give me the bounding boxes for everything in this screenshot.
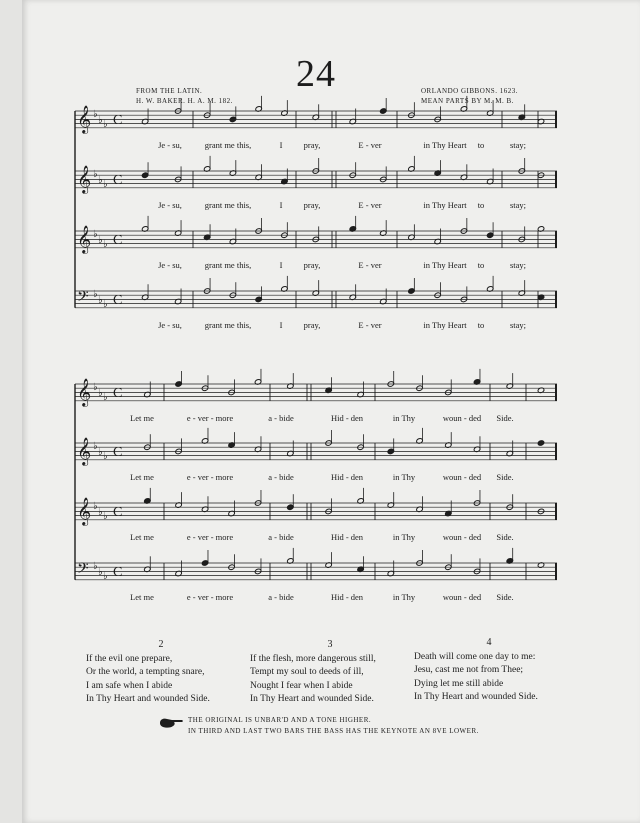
flat-sign: ♭ xyxy=(103,119,108,130)
lyric-syllable: Let me xyxy=(130,412,154,423)
time-signature: C xyxy=(113,505,123,520)
lyric-syllable: a - bide xyxy=(268,471,294,482)
lyric-syllable: Let me xyxy=(130,591,154,602)
verse-line: In Thy Heart and wounded Side. xyxy=(250,693,374,704)
composer-line-2: MEAN PARTS BY M. M. B. xyxy=(421,97,514,105)
lyric-syllable: stay; xyxy=(509,319,527,330)
treble-clef-icon: 𝄞 xyxy=(77,497,92,525)
flat-sign: ♭ xyxy=(93,289,98,300)
lyric-syllable: to xyxy=(477,199,485,210)
verse-number: 2 xyxy=(158,639,164,650)
lyric-syllable: Je - su, xyxy=(158,319,182,330)
flat-sign: ♭ xyxy=(103,511,108,522)
staff xyxy=(75,216,557,270)
flat-sign: ♭ xyxy=(103,571,108,582)
flat-sign: ♭ xyxy=(103,239,108,250)
verse-line: Tempt my soul to deeds of ill, xyxy=(250,667,364,678)
staff xyxy=(75,369,557,423)
lyric-syllable: to xyxy=(477,139,485,150)
lyric-syllable: Side. xyxy=(496,591,514,602)
footnote-line-2: IN THIRD AND LAST TWO BARS THE BASS HAS THE KEYNOTE AN 8VE LOWER. xyxy=(188,727,479,735)
lyric-syllable: E - ver xyxy=(358,139,382,150)
lyric-syllable: grant me this, xyxy=(204,199,252,210)
lyric-syllable: I xyxy=(279,139,283,150)
flat-sign: ♭ xyxy=(98,507,103,518)
lyric-syllable: stay; xyxy=(509,139,527,150)
flat-sign: ♭ xyxy=(103,299,108,310)
verse-4 xyxy=(414,636,564,704)
lyric-syllable: Je - su, xyxy=(158,139,182,150)
flat-sign: ♭ xyxy=(93,441,98,452)
lyric-syllable: to xyxy=(477,319,485,330)
lyric-syllable: e - ver - more xyxy=(186,412,234,423)
lyric-syllable: woun - ded xyxy=(442,531,482,542)
lyric-syllable: grant me this, xyxy=(204,139,252,150)
lyric-syllable: Hid - den xyxy=(330,412,364,423)
lyric-syllable: in Thy Heart xyxy=(423,319,467,330)
lyric-syllable: a - bide xyxy=(268,531,294,542)
pointing-hand-icon xyxy=(158,716,184,730)
lyric-syllable: woun - ded xyxy=(442,591,482,602)
lyric-syllable: a - bide xyxy=(268,412,294,423)
lyric-syllable: stay; xyxy=(509,259,527,270)
lyric-syllable: I xyxy=(279,199,283,210)
lyric-syllable: I xyxy=(279,319,283,330)
staff xyxy=(75,548,557,602)
time-signature: C xyxy=(113,293,123,308)
flat-sign: ♭ xyxy=(93,501,98,512)
lyric-syllable: grant me this, xyxy=(204,319,252,330)
flat-sign: ♭ xyxy=(93,561,98,572)
lyric-line xyxy=(158,200,526,210)
verse-line: If the flesh, more dangerous still, xyxy=(250,654,376,665)
time-signature: C xyxy=(113,386,123,401)
lyric-syllable: in Thy xyxy=(392,591,416,602)
time-signature: C xyxy=(113,445,123,460)
lyric-syllable: Je - su, xyxy=(158,199,182,210)
hymn-number: 24 xyxy=(296,53,336,95)
verse-number: 4 xyxy=(486,637,492,648)
text-source-line-2: H. W. BAKER. H. A. M. 182. xyxy=(136,97,233,105)
flat-sign: ♭ xyxy=(93,229,98,240)
staff xyxy=(75,276,557,330)
lyric-syllable: grant me this, xyxy=(204,259,252,270)
bass-clef-icon: 𝄢 xyxy=(77,560,89,581)
lyric-syllable: E - ver xyxy=(358,259,382,270)
verse-line: I am safe when I abide xyxy=(86,680,173,691)
lyric-syllable: pray, xyxy=(303,199,321,210)
lyric-line xyxy=(158,260,526,270)
lyric-syllable: pray, xyxy=(303,139,321,150)
note-head xyxy=(537,440,544,446)
flat-sign: ♭ xyxy=(98,388,103,399)
lyric-syllable: pray, xyxy=(303,319,321,330)
lyric-syllable: in Thy Heart xyxy=(423,139,467,150)
verse-line: Nought I fear when I abide xyxy=(250,680,353,691)
lyric-syllable: woun - ded xyxy=(442,471,482,482)
verse-3 xyxy=(250,638,410,706)
verse-line: In Thy Heart and wounded Side. xyxy=(86,693,210,704)
verse-2 xyxy=(86,638,236,706)
time-signature: C xyxy=(113,173,123,188)
flat-sign: ♭ xyxy=(103,451,108,462)
lyric-syllable: e - ver - more xyxy=(186,531,234,542)
lyric-syllable: Let me xyxy=(130,471,154,482)
bass-clef-icon: 𝄢 xyxy=(77,288,89,309)
lyric-syllable: a - bide xyxy=(268,591,294,602)
time-signature: C xyxy=(113,565,123,580)
lyric-syllable: Je - su, xyxy=(158,259,182,270)
flat-sign: ♭ xyxy=(103,392,108,403)
lyric-line xyxy=(130,413,514,423)
lyric-syllable: E - ver xyxy=(358,319,382,330)
lyric-syllable: I xyxy=(279,259,283,270)
lyric-syllable: Side. xyxy=(496,471,514,482)
staff xyxy=(75,96,557,150)
flat-sign: ♭ xyxy=(98,567,103,578)
flat-sign: ♭ xyxy=(103,179,108,190)
footnote-line-1: THE ORIGINAL IS UNBAR'D AND A TONE HIGHER. xyxy=(188,716,372,724)
staff xyxy=(75,156,557,210)
lyric-syllable: Side. xyxy=(496,412,514,423)
lyric-syllable: E - ver xyxy=(358,199,382,210)
treble-clef-icon: 𝄞 xyxy=(77,437,92,465)
flat-sign: ♭ xyxy=(93,382,98,393)
lyric-syllable: woun - ded xyxy=(442,412,482,423)
composer-line-1: ORLANDO GIBBONS. 1623. xyxy=(421,87,518,95)
music-system-2 xyxy=(75,369,557,602)
verse-number: 3 xyxy=(327,639,333,650)
lyric-syllable: Hid - den xyxy=(330,471,364,482)
flat-sign: ♭ xyxy=(98,235,103,246)
lyric-line xyxy=(158,140,526,150)
flat-sign: ♭ xyxy=(93,169,98,180)
text-source-line-1: FROM THE LATIN. xyxy=(136,87,203,95)
flat-sign: ♭ xyxy=(98,115,103,126)
verse-line: Or the world, a tempting snare, xyxy=(86,667,205,678)
lyric-syllable: Hid - den xyxy=(330,591,364,602)
lyric-line xyxy=(158,320,526,330)
verse-line: Jesu, cast me not from Thee; xyxy=(414,665,524,676)
time-signature: C xyxy=(113,113,123,128)
flat-sign: ♭ xyxy=(98,295,103,306)
music-system-1 xyxy=(75,96,557,330)
lyric-syllable: in Thy Heart xyxy=(423,199,467,210)
flat-sign: ♭ xyxy=(98,447,103,458)
lyric-line xyxy=(130,472,514,482)
lyric-syllable: to xyxy=(477,259,485,270)
lyric-syllable: Side. xyxy=(496,531,514,542)
lyric-syllable: stay; xyxy=(509,199,527,210)
flat-sign: ♭ xyxy=(98,175,103,186)
treble-clef-icon: 𝄞 xyxy=(77,378,92,406)
lyric-line xyxy=(130,532,514,542)
verse-line: Death will come one day to me: xyxy=(414,652,536,663)
verse-line: In Thy Heart and wounded Side. xyxy=(414,691,538,702)
lyric-syllable: Let me xyxy=(130,531,154,542)
treble-clef-icon: 𝄞 xyxy=(77,165,92,193)
staff xyxy=(75,488,557,542)
time-signature: C xyxy=(113,233,123,248)
lyric-syllable: in Thy xyxy=(392,531,416,542)
lyric-syllable: e - ver - more xyxy=(186,471,234,482)
lyric-syllable: in Thy xyxy=(392,412,416,423)
verse-line: Dying let me still abide xyxy=(414,678,504,689)
lyric-syllable: in Thy xyxy=(392,471,416,482)
treble-clef-icon: 𝄞 xyxy=(77,225,92,253)
lyric-line xyxy=(130,592,514,602)
lyric-syllable: pray, xyxy=(303,259,321,270)
staff xyxy=(75,428,557,482)
lyric-syllable: in Thy Heart xyxy=(423,259,467,270)
verse-line: If the evil one prepare, xyxy=(86,654,173,665)
flat-sign: ♭ xyxy=(93,109,98,120)
lyric-syllable: e - ver - more xyxy=(186,591,234,602)
treble-clef-icon: 𝄞 xyxy=(77,105,92,133)
lyric-syllable: Hid - den xyxy=(330,531,364,542)
